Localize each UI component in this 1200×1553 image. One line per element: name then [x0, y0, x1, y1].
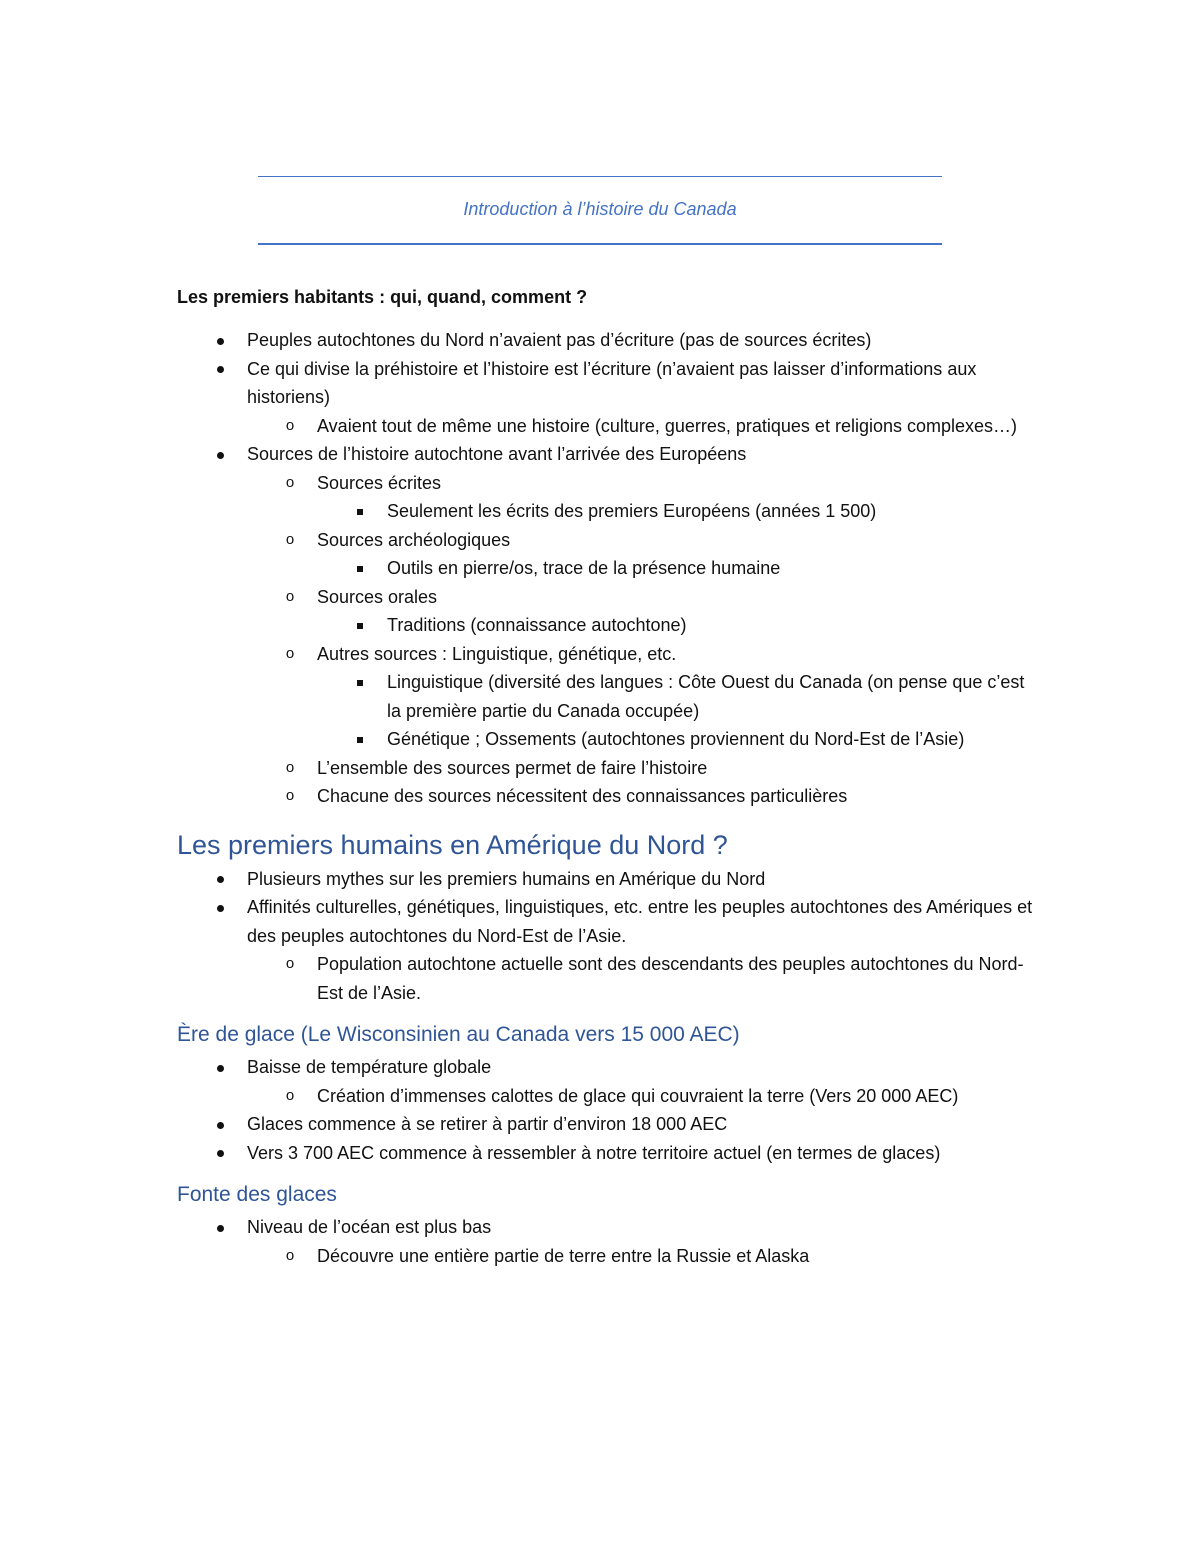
document-body [177, 283, 1037, 1270]
list-item: o Chacune des sources nécessitent des connaissances particulières [247, 782, 1037, 811]
circle-bullet-icon: o [285, 530, 295, 548]
document-title: Introduction à l’histoire du Canada [463, 199, 737, 219]
list-item: Ce qui divise la préhistoire et l’histoire est l’écriture (n’avaient pas laisser d’informations aux historiens) o Avaient tout de même une histoire (culture, guerres, pratiques et religions complexes…) [177, 355, 1037, 441]
circle-bullet-icon: o [285, 587, 295, 605]
circle-bullet-icon: o [285, 473, 295, 491]
circle-bullet-icon: o [285, 758, 295, 776]
list-item: Génétique ; Ossements (autochtones proviennent du Nord-Est de l’Asie) [317, 725, 1037, 754]
section3-list [177, 1053, 1037, 1167]
list-item: o Avaient tout de même une histoire (culture, guerres, pratiques et religions complexes…) [247, 412, 1037, 441]
bullet-icon [210, 1053, 230, 1082]
list-item: o Autres sources : Linguistique, génétique, etc. Linguistique (diversité des langues : Côte Ouest du Canada (on pense que c’est la première partie du Canada occupée) Génétique ; Ossements (autochtones proviennent du Nord-Est de l’Asie) [247, 640, 1037, 754]
list-item: Traditions (connaissance autochtone) [317, 611, 1037, 640]
title-bottom-rule [258, 243, 942, 245]
section-heading-ere-de-glace: Ère de glace (Le Wisconsinien au Canada vers 15 000 AEC) [177, 1023, 740, 1046]
square-bullet-icon [350, 554, 370, 583]
circle-bullet-icon: o [285, 416, 295, 434]
list-item: o Création d’immenses calottes de glace qui couvraient la terre (Vers 20 000 AEC) [247, 1082, 1037, 1111]
list-item: o Sources écrites Seulement les écrits des premiers Européens (années 1 500) [247, 469, 1037, 526]
bullet-icon [210, 1213, 230, 1242]
list-item: Baisse de température globale o Création d’immenses calottes de glace qui couvraient la terre (Vers 20 000 AEC) [177, 1053, 1037, 1110]
bullet-icon [210, 865, 230, 894]
bullet-icon [210, 893, 230, 922]
list-item: Peuples autochtones du Nord n’avaient pas d’écriture (pas de sources écrites) [177, 326, 1037, 355]
circle-bullet-icon: o [285, 1246, 295, 1264]
circle-bullet-icon: o [285, 955, 295, 972]
square-bullet-icon [350, 497, 370, 526]
bullet-icon [210, 326, 230, 355]
list-item: Seulement les écrits des premiers Européens (années 1 500) [317, 497, 1037, 526]
section-heading-premiers-humains: Les premiers humains en Amérique du Nord ? [177, 829, 728, 860]
section-heading-premiers-habitants: Les premiers habitants : qui, quand, comment ? [177, 287, 588, 307]
list-item: o Sources orales Traditions (connaissance autochtone) [247, 583, 1037, 640]
circle-bullet-icon: o [285, 787, 295, 804]
list-item: Vers 3 700 AEC commence à ressembler à notre territoire actuel (en termes de glaces) [177, 1139, 1037, 1168]
list-item: Plusieurs mythes sur les premiers humains en Amérique du Nord [177, 865, 1037, 894]
list-item: o Sources archéologiques Outils en pierre/os, trace de la présence humaine [247, 526, 1037, 583]
list-item: Glaces commence à se retirer à partir d’environ 18 000 AEC [177, 1110, 1037, 1139]
bullet-icon [210, 355, 230, 384]
section1-list [177, 326, 1037, 811]
section-heading-fonte-des-glaces: Fonte des glaces [177, 1183, 337, 1206]
square-bullet-icon [350, 668, 370, 697]
list-item: Outils en pierre/os, trace de la présence humaine [317, 554, 1037, 583]
square-bullet-icon [350, 725, 370, 754]
bullet-icon [210, 1139, 230, 1168]
bullet-icon [210, 1110, 230, 1139]
list-item: Sources de l’histoire autochtone avant l’arrivée des Européens o Sources écrites Seulement les écrits des premiers Européens (années 1 500) o Sources archéologiques Outils en pierre/os, trace de la présence humaine o Sources orales Traditions (connaissance autochtone) o Autres sources : Linguistique, génétique, etc. Linguistique (diversité des langues : Côte Ouest du Canada (on pense que c’est la première partie du Canada occupée) Génétique ; Ossements (autochtones proviennent du Nord-Est de l’Asie) o L’ensemble des sources permet de faire l’histoire o Chacune des sources nécessitent des connaissances particulières [177, 440, 1037, 811]
list-item: Niveau de l’océan est plus bas o Découvre une entière partie de terre entre la Russie et Alaska [177, 1213, 1037, 1270]
square-bullet-icon [350, 611, 370, 640]
list-item: Linguistique (diversité des langues : Côte Ouest du Canada (on pense que c’est la première partie du Canada occupée) [317, 668, 1037, 725]
circle-bullet-icon: o [285, 644, 295, 662]
list-item: o L’ensemble des sources permet de faire l’histoire [247, 754, 1037, 783]
bullet-icon [210, 440, 230, 469]
section4-list [177, 1213, 1037, 1270]
list-item: o Population autochtone actuelle sont des descendants des peuples autochtones du Nord-Est de l’Asie. [247, 950, 1037, 1007]
list-item: o Découvre une entière partie de terre entre la Russie et Alaska [247, 1242, 1037, 1271]
section2-list [177, 865, 1037, 1008]
circle-bullet-icon: o [285, 1086, 295, 1104]
list-item: Affinités culturelles, génétiques, linguistiques, etc. entre les peuples autochtones des Amériques et des peuples autochtones du Nord-Est de l’Asie. o Population autochtone actuelle sont des descendants des peuples autochtones du Nord-Est de l’Asie. [177, 893, 1037, 1007]
title-top-rule [258, 176, 942, 177]
